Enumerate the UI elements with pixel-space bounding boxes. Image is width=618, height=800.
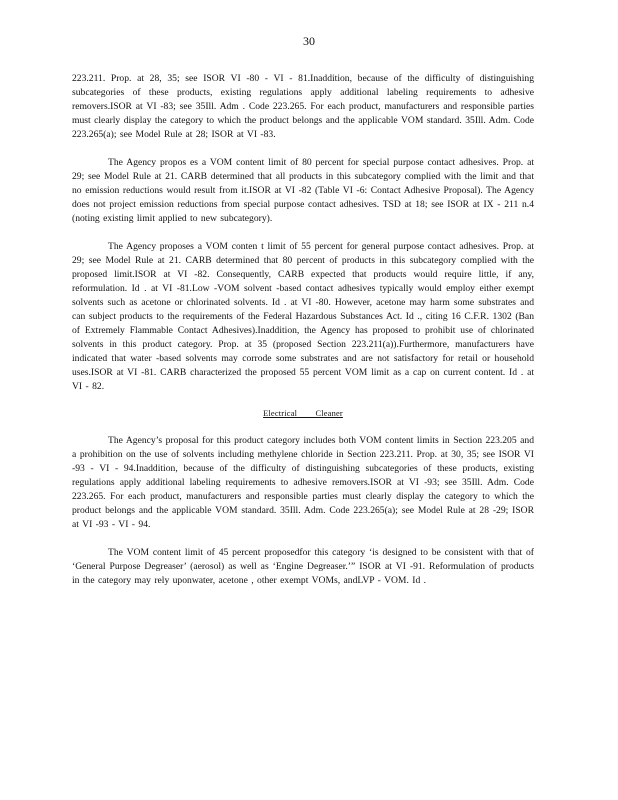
paragraph-2: The Agency propos es a VOM content limit of 80 percent for special purpose contact adhesives. Prop. at 29; see Model Rule at 21. CARB determined that all products in this subcategory complied with the limit and that no emission reductions would result from it.ISOR at VI -82 (Table VI -6: Contact Adhesive Proposal). The Agency does not project emission reductions from special purpose contact adhesives. TSD at 18; see ISOR at IX - 211 n.4 (noting existing limit applied to new subcategory). <box>72 157 534 224</box>
paragraph-1: 223.211. Prop. at 28, 35; see ISOR VI -80 - VI - 81.Inaddition, because of the difficulty of distinguishing subcategories of these products, existing regulations apply additional labeling requirements to adhesive removers.ISOR at VI -83; see 35Ill. Adm . Code 223.265. For each product, manufacturers and responsible parties must clearly display the category to which the product belongs and the applicable VOM standard. 35Ill. Adm. Code 223.265(a); see Model Rule at 28; ISOR at VI -83. <box>72 73 534 140</box>
paragraph-5: The VOM content limit of 45 percent proposedfor this category ‘is designed to be consistent with that of ‘General Purpose Degreaser’ (aerosol) as well as ‘Engine Degreaser.’” ISOR at VI -91. Reformulation of products in the category may rely uponwater, acetone , other exempt VOMs, andLVP - VOM. Id . <box>72 547 534 586</box>
page-number: 30 <box>303 34 315 48</box>
paragraph-4: The Agency’s proposal for this product category includes both VOM content limits in Section 223.205 and a prohibition on the use of solvents including methylene chloride in Section 223.211. Prop. at 30, 35; see ISOR VI -93 - VI - 94.Inaddition, because of the difficulty of distinguishing subcategories of these products, existing regulations apply additional labeling requirements to adhesive removers.ISOR at VI -93; see 35Ill. Adm. Code 223.265. For each product, manufacturers and responsible parties must clearly display the category to which the product belongs and the applicable VOM standard. 35Ill. Adm. Code 223.265(a); see Model Rule at 28 -29; ISOR at VI -93 - VI - 94. <box>72 435 534 530</box>
paragraph-3: The Agency proposes a VOM conten t limit of 55 percent for general purpose contact adhesives. Prop. at 29; see Model Rule at 21. CARB determined that 80 percent of products in this subcategory complied with the proposed limit.ISOR at VI -82. Consequently, CARB expected that products would require little, if any, reformulation. Id . at VI -81.Low -VOM solvent -based contact adhesives typically would employ either exempt solvents such as acetone or chlorinated solvents. Id . at VI -80. However, acetone may harm some substrates and can subject products to the requirements of the Federal Hazardous Substances Act. Id ., citing 16 C.F.R. 1302 (Ban of Extremely Flammable Contact Adhesives).Inaddition, the Agency has proposed to prohibit use of chlorinated solvents in this product category. Prop. at 35 (proposed Section 223.211(a)).Furthermore, manufacturers have indicated that water -based solvents may corrode some substrates and are not satisfactory for retail or household uses.ISOR at VI -81. CARB characterized the proposed 55 percent VOM limit as a cap on current content. Id . at VI - 82. <box>72 241 534 392</box>
document-body <box>72 72 534 602</box>
section-heading: Electrical Cleaner <box>263 409 343 418</box>
